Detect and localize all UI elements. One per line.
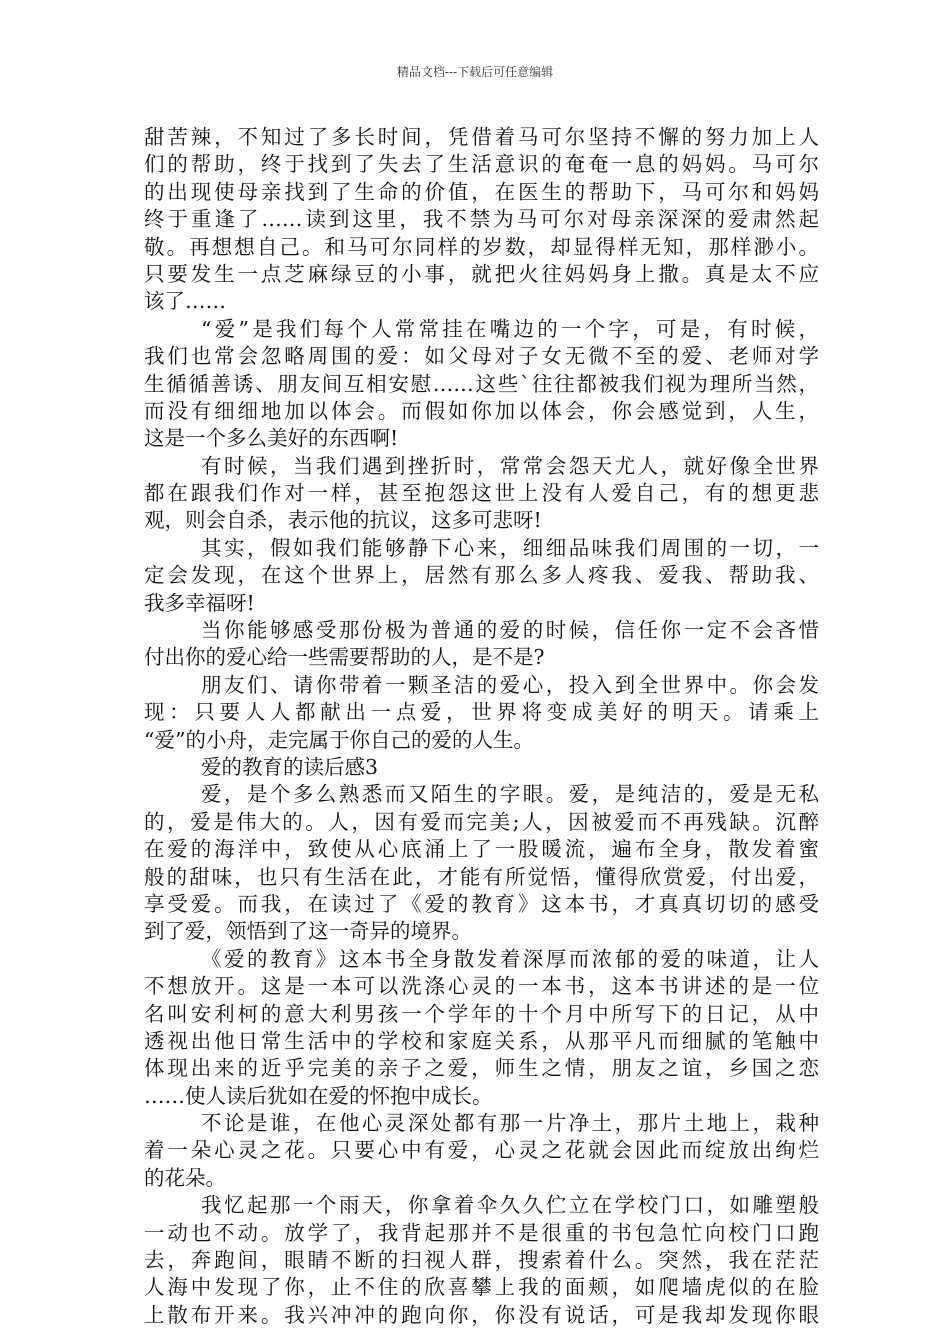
text-line: 现：只要人人都献出一点爱，世界将变成美好的明天。请乘上 bbox=[144, 700, 819, 725]
text-line: 终于重逢了……读到这里，我不禁为马可尔对母亲深深的爱肃然起 bbox=[144, 207, 819, 232]
text-line: 爱的教育的读后感3 bbox=[201, 754, 379, 779]
text-line: 去，奔跑间，眼睛不断的扫视人群，搜索着什么。突然，我在茫茫 bbox=[144, 1248, 819, 1273]
text-line: 的出现使母亲找到了生命的价值，在医生的帮助下，马可尔和妈妈 bbox=[144, 179, 819, 204]
text-line: 甜苦辣，不知过了多长时间，凭借着马可尔坚持不懈的努力加上人 bbox=[144, 125, 819, 149]
text-line: 般的甜味，也只有生活在此，才能有所觉悟，懂得欣赏爱，付出爱， bbox=[144, 864, 819, 889]
text-line: 的花朵。 bbox=[144, 1165, 226, 1190]
text-line: 我忆起那一个雨天，你拿着伞久久伫立在学校门口，如雕塑般 bbox=[201, 1193, 819, 1218]
text-line: 透视出他日常生活中的学校和家庭关系，从那平凡而细腻的笔触中 bbox=[144, 1028, 819, 1053]
text-line: 名叫安利柯的意大利男孩一个学年的十个月中所写下的日记，从中 bbox=[144, 1001, 819, 1026]
text-line: 我多幸福呀! bbox=[144, 590, 255, 615]
text-line: 有时候，当我们遇到挫折时，常常会怨天尤人，就好像全世界 bbox=[201, 453, 819, 478]
text-line: “爱”是我们每个人常常挂在嘴边的一个字，可是，有时候， bbox=[201, 316, 819, 341]
text-line: 生循循善诱、朋友间互相安慰……这些`往往都被我们视为理所当然， bbox=[144, 371, 819, 396]
text-line: 朋友们、请你带着一颗圣洁的爱心，投入到全世界中。你会发 bbox=[201, 672, 819, 697]
text-line: 《爱的教育》这本书全身散发着深厚而浓郁的爱的味道，让人 bbox=[201, 946, 819, 971]
text-line: 一动也不动。放学了，我背起那并不是很重的书包急忙向校门口跑 bbox=[144, 1220, 819, 1245]
text-line: 我们也常会忽略周围的爱：如父母对子女无微不至的爱、老师对学 bbox=[144, 344, 819, 369]
text-line: 着一朵心灵之花。只要心中有爱，心灵之花就会因此而绽放出绚烂 bbox=[144, 1138, 819, 1163]
text-line: 在爱的海洋中，致使从心底涌上了一股暖流，遍布全身，散发着蜜 bbox=[144, 837, 819, 862]
text-line: 当你能够感受那份极为普通的爱的时候，信任你一定不会吝惜 bbox=[201, 618, 819, 643]
text-line: 享受爱。而我，在读过了《爱的教育》这本书，才真真切切的感受 bbox=[144, 891, 819, 916]
page-header-note: 精品文档---下载后可任意编辑 bbox=[396, 65, 554, 79]
text-line: 都在跟我们作对一样，甚至抱怨这世上没有人爱自己，有的想更悲 bbox=[144, 481, 819, 506]
text-line: 该了…… bbox=[144, 289, 226, 314]
text-line: 观，则会自杀，表示他的抗议，这多可悲呀! bbox=[144, 508, 542, 533]
text-line: 而没有细细地加以体会。而假如你加以体会，你会感觉到，人生， bbox=[144, 398, 819, 423]
text-line: 体现出来的近乎完美的亲子之爱，师生之情，朋友之谊，乡国之恋 bbox=[144, 1056, 819, 1081]
text-line: 只要发生一点芝麻绿豆的小事，就把火往妈妈身上撒。真是太不应 bbox=[144, 261, 819, 286]
text-line: 们的帮助，终于找到了失去了生活意识的奄奄一息的妈妈。马可尔 bbox=[144, 152, 819, 177]
text-line: 上散布开来。我兴冲冲的跑向你，你没有说话，可是我却发现你眼 bbox=[144, 1302, 819, 1327]
document-body bbox=[144, 124, 819, 1329]
text-line: 这是一个多么美好的东西啊! bbox=[144, 426, 399, 451]
text-line: 付出你的爱心给一些需要帮助的人，是不是? bbox=[144, 645, 545, 670]
text-line: 爱，是个多么熟悉而又陌生的字眼。爱，是纯洁的，爱是无私 bbox=[201, 782, 819, 807]
text-line: 其实，假如我们能够静下心来，细细品味我们周围的一切，一 bbox=[201, 535, 819, 560]
text-line: “爱”的小舟，走完属于你自己的爱的人生。 bbox=[144, 727, 534, 752]
text-line: 不想放开。这是一本可以洗涤心灵的一本书，这本书讲述的是一位 bbox=[144, 974, 819, 999]
text-line: 敬。再想想自己。和马可尔同样的岁数，却显得样无知，那样渺小。 bbox=[144, 234, 819, 259]
text-line: ……使人读后犹如在爱的怀抱中成长。 bbox=[144, 1083, 493, 1108]
text-line: 定会发现，在这个世界上，居然有那么多人疼我、爱我、帮助我、 bbox=[144, 563, 819, 588]
text-line: 人海中发现了你，止不住的欣喜攀上我的面颊，如爬墙虎似的在脸 bbox=[144, 1275, 819, 1300]
text-line: 到了爱，领悟到了这一奇异的境界。 bbox=[144, 919, 472, 944]
text-line: 的，爱是伟大的。人，因有爱而完美;人，因被爱而不再残缺。沉醉 bbox=[144, 809, 819, 834]
text-line: 不论是谁，在他心灵深处都有那一片净土，那片土地上，栽种 bbox=[201, 1111, 819, 1136]
